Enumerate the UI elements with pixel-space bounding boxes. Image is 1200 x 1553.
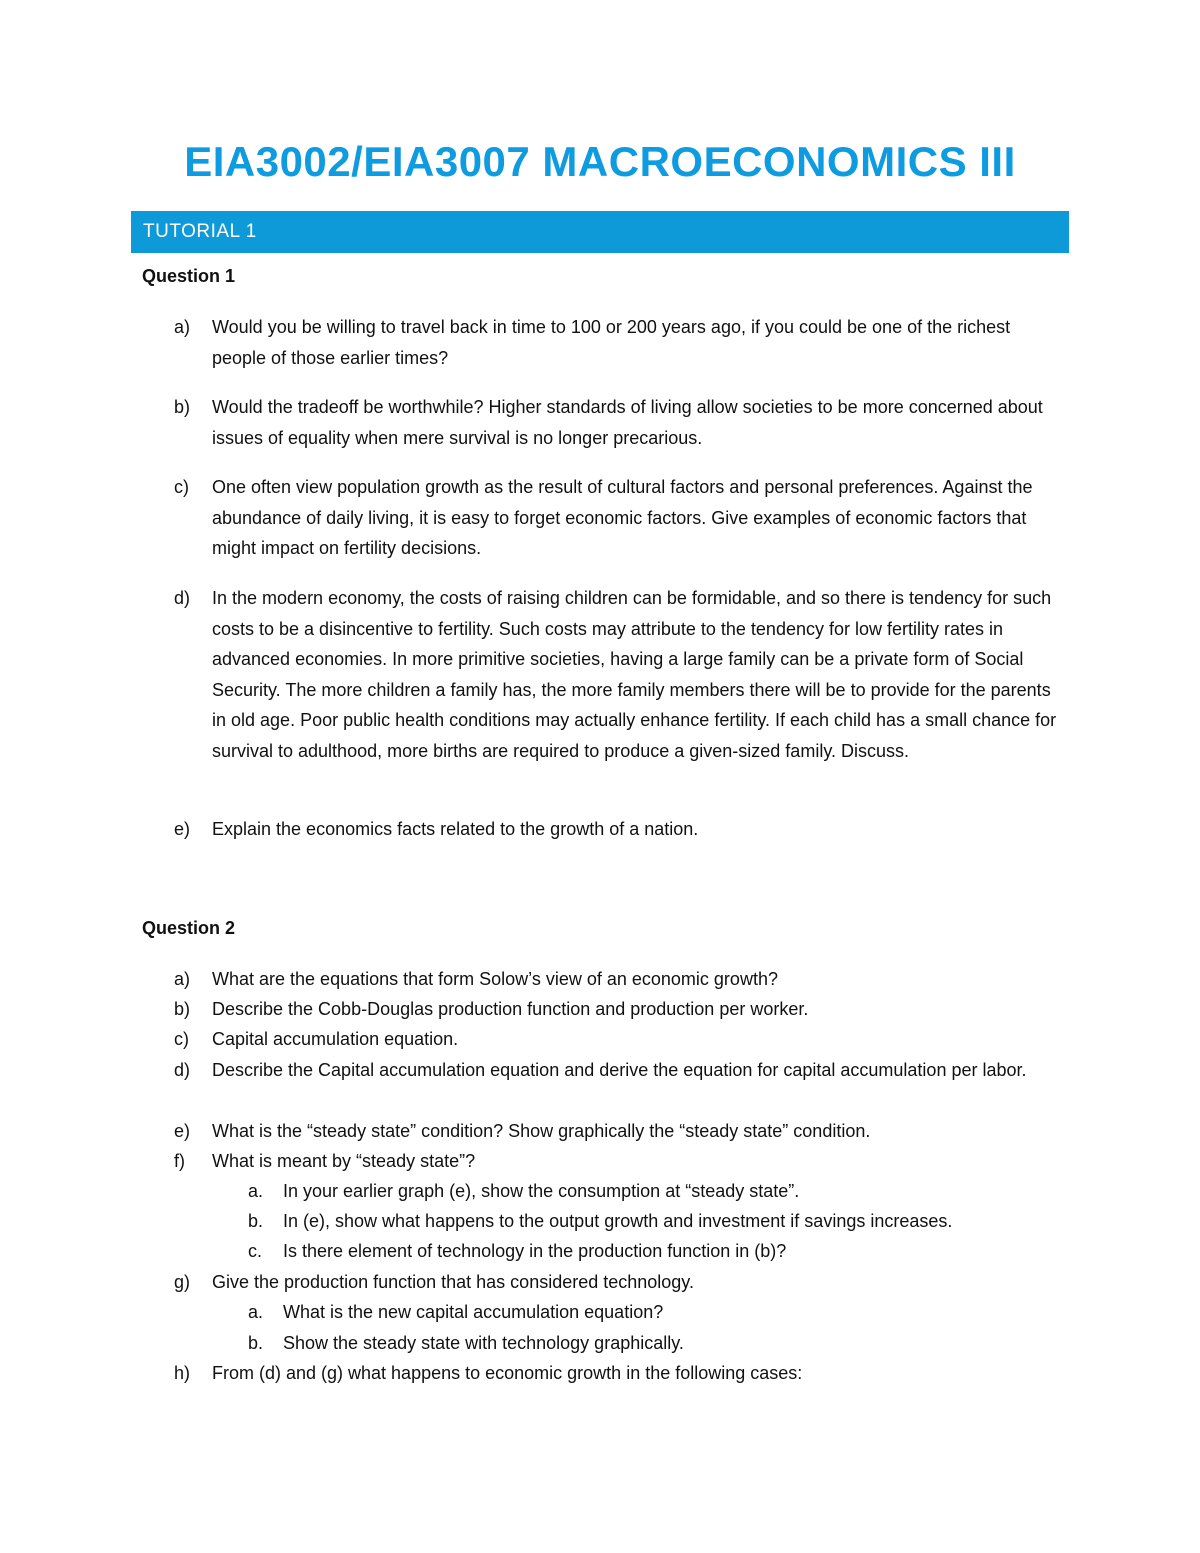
q2-item-c-marker: c) xyxy=(174,1029,189,1049)
q1-item-a-marker: a) xyxy=(174,317,191,337)
q2-item-f-sub-c-text: Is there element of technology in the production function in (b)? xyxy=(283,1241,787,1261)
q1-item-d xyxy=(174,583,1069,766)
question-2-heading: Question 2 xyxy=(142,918,236,938)
q2-item-e xyxy=(174,1116,1069,1147)
q2-item-e-marker: e) xyxy=(174,1121,191,1141)
q2-item-g-text: Give the production function that has considered technology. xyxy=(212,1272,694,1292)
q1-item-d-text: In the modern economy, the costs of raising children can be formidable, and so there is tendency for such costs to be a disincentive to fertility. Such costs may attribute to the tendency for low fertility rates in advanced economies. In more primitive societies, having a large family can be a private form of Social Security. The more children a family has, the more family members there will be to provide for the parents in old age. Poor public health conditions may actually enhance fertility. If each child has a small chance for survival to adulthood, more births are required to produce a given-sized family. Discuss. xyxy=(212,588,1057,761)
q1-item-a-text: Would you be willing to travel back in time to 100 or 200 years ago, if you could be one of the richest people of those earlier times? xyxy=(212,317,1011,368)
q2-item-d-text: Describe the Capital accumulation equation and derive the equation for capital accumulation per labor. xyxy=(212,1060,1027,1080)
q1-item-c xyxy=(174,472,1069,564)
q1-item-e-text: Explain the economics facts related to the growth of a nation. xyxy=(212,819,699,839)
q1-item-c-marker: c) xyxy=(174,477,189,497)
q1-item-b-text: Would the tradeoff be worthwhile? Higher standards of living allow societies to be more concerned about issues of equality when mere survival is no longer precarious. xyxy=(212,397,1043,448)
q2-item-h-text: From (d) and (g) what happens to economic growth in the following cases: xyxy=(212,1363,803,1383)
q1-item-e-marker: e) xyxy=(174,819,191,839)
q2-item-a-text: What are the equations that form Solow’s view of an economic growth? xyxy=(212,969,778,989)
q2-item-f-sub-b xyxy=(248,1206,1068,1237)
q1-item-c-text: One often view population growth as the result of cultural factors and personal preferences. Against the abundance of daily living, it is easy to forget economic factors. Give examples of economic factors that might impact on fertility decisions. xyxy=(212,477,1033,558)
q1-item-d-marker: d) xyxy=(174,588,191,608)
q2-item-c-text: Capital accumulation equation. xyxy=(212,1029,459,1049)
q2-item-g-sub-b xyxy=(248,1328,1068,1359)
q2-item-g-marker: g) xyxy=(174,1272,191,1292)
q2-item-f-sub-c-marker: c. xyxy=(248,1241,263,1261)
q2-item-g xyxy=(174,1267,1069,1298)
q2-item-f-marker: f) xyxy=(174,1151,185,1171)
q2-item-f-sub-a xyxy=(248,1176,1068,1207)
q2-item-a-marker: a) xyxy=(174,969,191,989)
q2-item-b-text: Describe the Cobb-Douglas production function and production per worker. xyxy=(212,999,809,1019)
q2-item-d xyxy=(174,1055,1069,1086)
tutorial-banner-label: TUTORIAL 1 xyxy=(143,221,257,242)
q2-item-g-sub-a xyxy=(248,1297,1068,1328)
document-title: EIA3002/EIA3007 MACROECONOMICS III xyxy=(184,138,1016,185)
q2-item-f xyxy=(174,1146,1069,1177)
q2-item-f-sub-b-marker: b. xyxy=(248,1211,264,1231)
q2-item-g-sub-b-text: Show the steady state with technology graphically. xyxy=(283,1333,684,1353)
q2-item-h-marker: h) xyxy=(174,1363,191,1383)
q2-item-h xyxy=(174,1358,1069,1389)
q1-item-b xyxy=(174,392,1069,453)
q2-item-f-sub-b-text: In (e), show what happens to the output growth and investment if savings increases. xyxy=(283,1211,953,1231)
q2-item-g-sub-b-marker: b. xyxy=(248,1333,264,1353)
q2-item-b-marker: b) xyxy=(174,999,191,1019)
q2-item-f-sub-a-marker: a. xyxy=(248,1181,264,1201)
tutorial-banner xyxy=(131,211,1069,253)
q1-item-a xyxy=(174,312,1069,373)
q2-item-g-sub-a-marker: a. xyxy=(248,1302,264,1322)
q2-item-c xyxy=(174,1024,1069,1055)
q2-item-f-sub-a-text: In your earlier graph (e), show the consumption at “steady state”. xyxy=(283,1181,800,1201)
q2-item-f-text: What is meant by “steady state”? xyxy=(212,1151,476,1171)
question-1-heading: Question 1 xyxy=(142,266,236,286)
q2-item-e-text: What is the “steady state” condition? Show graphically the “steady state” condition. xyxy=(212,1121,871,1141)
q2-item-a xyxy=(174,964,1069,995)
q2-item-f-sub-c xyxy=(248,1236,1068,1267)
q2-item-g-sub-a-text: What is the new capital accumulation equation? xyxy=(283,1302,664,1322)
q2-item-b xyxy=(174,994,1069,1025)
q1-item-b-marker: b) xyxy=(174,397,191,417)
q2-item-d-marker: d) xyxy=(174,1060,191,1080)
q1-item-e xyxy=(174,814,1069,845)
